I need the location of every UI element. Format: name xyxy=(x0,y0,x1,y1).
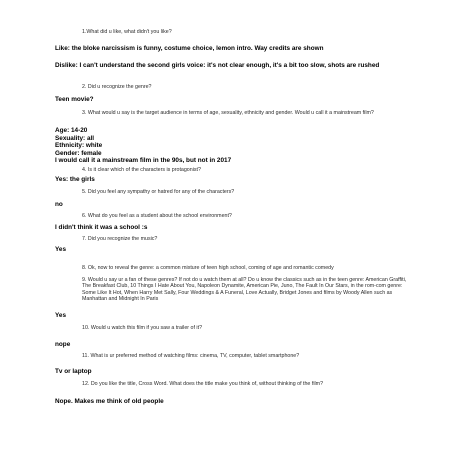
answer-2: Teen movie? xyxy=(55,96,94,103)
answer-4: Yes: the girls xyxy=(55,176,95,183)
question-5: 5. Did you feel any sympathy or hatred for any of the characters? xyxy=(82,189,235,195)
question-7: 7. Did you recognize the music? xyxy=(82,236,158,242)
answer-5: no xyxy=(55,201,63,208)
question-1: 1.What did u like, what didn't you like? xyxy=(82,29,172,35)
answer-1-dislike: Dislike: I can't understand the second girls voice: it's not clear enough, it's a bit too slow, shots are rushed xyxy=(55,62,380,69)
question-6: 6. What do you feel as a student about the school environment? xyxy=(82,213,232,219)
answer-3-block xyxy=(55,127,415,165)
answer-3-gender: Gender: female xyxy=(55,149,102,157)
question-11: 11. What is ur preferred method of watching films: cinema, TV, computer, tablet smartphone? xyxy=(82,353,300,359)
question-3: 3. What would u say is the target audience in terms of age, sexuality, ethnicity and gender. Would u call it a mainstream film? xyxy=(82,110,374,116)
answer-12: Nope. Makes me think of old people xyxy=(55,398,164,405)
answer-3-age: Age: 14-20 xyxy=(55,127,88,134)
answer-3-mainstream: I would call it a mainstream film in the 90s, but not in 2017 xyxy=(55,157,232,165)
question-4: 4. Is it clear which of the characters is protagonist? xyxy=(82,167,201,173)
answer-10: nope xyxy=(55,341,71,348)
answer-3-ethnicity: Ethnicity: white xyxy=(55,142,103,150)
question-10: 10. Would u watch this film if you saw a trailer of it? xyxy=(82,325,203,331)
question-12: 12. Do you like the title, Cross Word. What does the title make you think of, without thinking of the film? xyxy=(82,381,324,387)
answer-3-sexuality: Sexuality: all xyxy=(55,134,95,142)
question-2: 2. Did u recognize the genre? xyxy=(82,84,152,90)
question-9: 9. Would u say ur a fan of these genres? If not do u watch them at all? Do u know the classics such as in the teen genre: American Graffiti, The Breakfast Club, 10 Things I Hate About You, Napoleon Dynamite, American Pie, Juno, The Fault In Our Stars, in the rom-com genre: Some Like It Hot, When Harry Met Sally, Four Weddings & A Funeral, Love Actually, Bridget Jones and films by Woody Allen such as Manhattan and Midnight In Paris xyxy=(82,277,407,302)
answer-9: Yes xyxy=(55,312,67,319)
answer-1-like: Like: the bloke narcissism is funny, costume choice, lemon intro. Way credits are shown xyxy=(55,45,324,52)
answer-6: I didn't think it was a school :s xyxy=(55,224,148,231)
answer-7: Yes xyxy=(55,246,67,253)
question-8: 8. Ok, now to reveal the genre: a common mixture of teen high school, coming of age and romantic comedy xyxy=(82,265,334,271)
answer-11: Tv or laptop xyxy=(55,368,92,375)
